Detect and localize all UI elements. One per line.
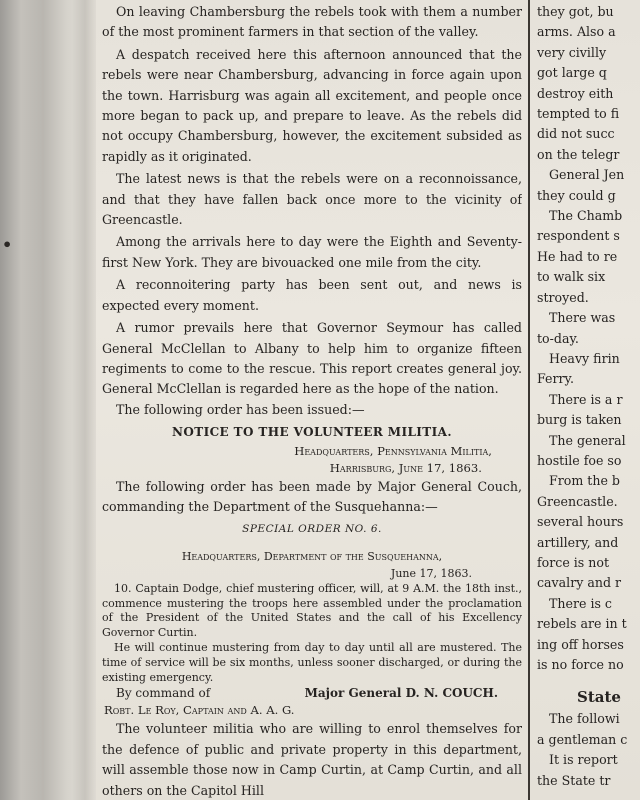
page-fold-shadow [72, 0, 98, 800]
right-column-line: Ferry. [537, 371, 574, 387]
right-column-line: to-day. [537, 330, 579, 346]
right-column-line: burg is taken [537, 412, 622, 428]
special-order-headquarters: Headquarters, Department of the Susquehanna, [181, 549, 443, 563]
right-column-after-line: It is report [549, 752, 618, 768]
command-byline [102, 685, 522, 702]
paragraph-latest-news: The latest news is that the rebels were on a reconnoissance, and that they have fallen back once more to the vicinity of Greencastle. [102, 171, 522, 228]
paragraph-rumor: A rumor prevails here that Governor Seymour has called General McClellan to Albany to help him to organize fifteen regiments to come to the rescue. This report creates general joy. General McClellan is regarded here as the hope of the nation. [102, 320, 522, 397]
notice-title: NOTICE TO THE VOLUNTEER MILITIA. [172, 425, 452, 440]
order-paragraph-mustering: 10. Captain Dodge, chief mustering officer, will, at 9 A.M. the 18th inst., commence mustering the troops here assembled under the proclamation of the President of the United States and the call of his Excellency Governor Curtin. [102, 581, 522, 640]
paragraph-arrivals: Among the arrivals here to day were the Eighth and Seventy-first New York. They are bivouacked one mile from the city. [102, 234, 522, 270]
right-column-line: cavalry and r [537, 575, 622, 591]
column-rule [528, 0, 530, 800]
right-column-heading: State [577, 688, 621, 707]
right-column-line: they could g [537, 187, 616, 203]
right-column-line: rebels are in t [537, 616, 627, 632]
right-column-line: is no force no [537, 657, 624, 672]
right-column-line: There is a r [549, 391, 623, 407]
right-column-line: arms. Also a [537, 24, 616, 40]
right-column-line: The general [549, 432, 626, 448]
right-column-after-lines [537, 709, 640, 791]
order-paragraph-service: He will continue mustering from day to day until all are mustered. The time of service will be six months, unless sooner discharged, or during the existing emergency. [102, 641, 522, 684]
signature-couch: Major General D. N. COUCH. [304, 686, 498, 701]
paragraph-volunteer-militia: The volunteer militia who are willing to enrol themselves for the defence of public and private property in this department, will assemble those now in Camp Curtin, at Camp Curtin, and all others on the Capitol Hill [102, 721, 522, 798]
right-column-line: General Jen [549, 167, 625, 183]
right-column-line: artillery, and [537, 534, 619, 550]
right-column-line: stroyed. [537, 289, 589, 305]
right-column-line: did not succ [537, 126, 615, 142]
right-column-line: force is not [537, 554, 610, 570]
right-column-line: they got, bu [537, 4, 614, 19]
paragraph-despatch: A despatch received here this afternoon announced that the rebels were near Chambersburg, advancing in force again upon the town. Harrisburg was again all excitement, and people once more began to pack up, and prepare to leave. As the rebels did not occupy Chambersburg, however, the excitement subsided as rapidly as it originated. [102, 46, 522, 164]
right-column-after-line: a gentleman c [537, 731, 628, 747]
right-column-line: on the telegr [537, 146, 620, 162]
by-command-label: By command of [116, 686, 211, 701]
right-column-line: tempted to fi [537, 106, 620, 122]
margin-mark: • [2, 235, 13, 254]
right-column-line: very civilly [537, 44, 607, 60]
right-column-line: destroy eith [537, 85, 614, 101]
right-column [537, 2, 640, 800]
special-order-date: June 17, 1863. [390, 566, 472, 580]
right-column-line: Heavy firin [549, 350, 620, 366]
right-column-after-line: the State tr [537, 772, 611, 788]
special-order-title: SPECIAL ORDER NO. 6. [242, 523, 382, 536]
paragraph-order-issued: The following order has been issued:— [116, 401, 365, 417]
right-column-line: Greencastle. [537, 493, 618, 509]
right-column-line: There is c [549, 595, 612, 611]
newspaper-page [96, 0, 640, 800]
right-column-lines [537, 2, 640, 675]
paragraph-reconnoitering: A reconnoitering party has been sent out, and news is expected every moment. [102, 277, 522, 313]
paragraph-order-made: The following order has been made by Major General Couch, commanding the Department of the Susquehanna:— [102, 478, 522, 514]
right-column-line: He had to re [537, 248, 618, 264]
right-column-line: From the b [549, 473, 620, 489]
right-column-after-line: The followi [549, 711, 620, 727]
right-column-line: The Chamb [549, 208, 623, 224]
right-column-line: There was [549, 310, 616, 326]
notice-headquarters: Headquarters, Pennsylvania Militia, [294, 443, 492, 458]
right-column-line: ing off horses [537, 636, 624, 652]
paragraph-farmers: On leaving Chambersburg the rebels took with them a number of the most prominent farmers in that section of the valley. [102, 4, 522, 40]
right-column-line: several hours [537, 514, 624, 530]
right-column-line: got large q [537, 65, 607, 81]
main-column [102, 2, 522, 800]
right-column-line: to walk six [537, 269, 606, 285]
notice-place-date: Harrisburg, June 17, 1863. [329, 460, 482, 475]
adjutant-signature: Robt. Le Roy, Captain and A. A. G. [104, 703, 295, 718]
right-column-line: respondent s [537, 228, 620, 244]
right-column-line: hostile foe so [537, 452, 622, 468]
